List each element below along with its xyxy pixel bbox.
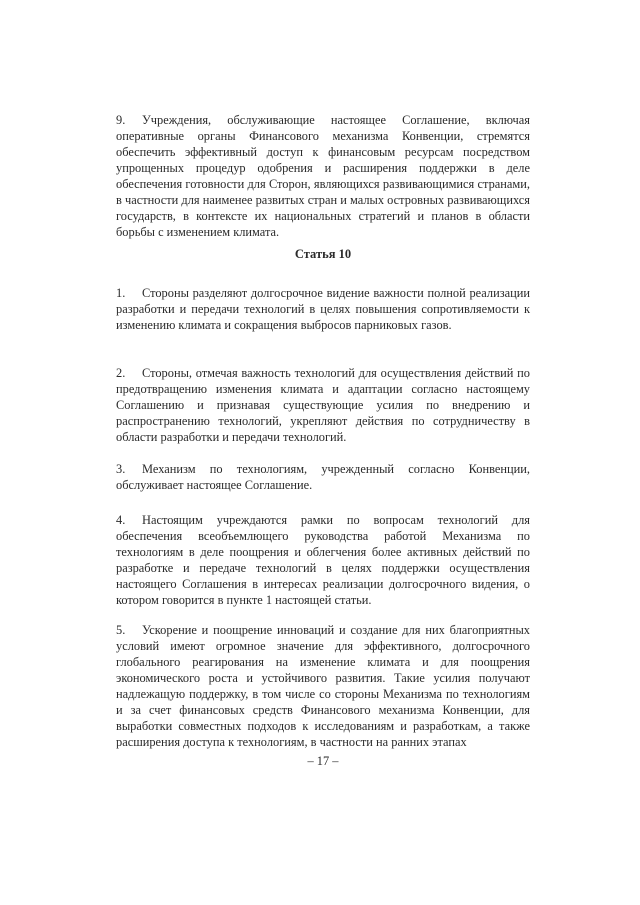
paragraph-number: 5. xyxy=(116,623,126,637)
paragraph-text: Учреждения, обслуживающие настоящее Соглашение, включая оперативные органы Финансового механизма Конвенции, стремятся обеспечить эффективный доступ к финансовым ресурсам посредством упрощенных процедур одобрения и расширения поддержки в деле обеспечения готовности для Сторон, являющихся развивающимися странами, в частности для наименее развитых стран и малых островных развивающихся государств, в контексте их национальных стратегий и планов в области борьбы с изменением климата. xyxy=(116,113,530,239)
page-number: – 17 – xyxy=(307,754,339,768)
paragraph-number: 1. xyxy=(116,286,126,300)
paragraph-text: Ускорение и поощрение инноваций и создание для них благоприятных условий имеют огромное значение для эффективного, долгосрочного глобального реагирования на изменение климата и для поощрения экономического роста и устойчивого развития. Такие усилия получают надлежащую поддержку, в том числе со стороны Механизма по технологиям и за счет финансовых средств Финансового механизма Конвенции, для выработки совместных подходов к исследованиям и разработкам, а также расширения доступа к технологиям, в частности на ранних этапах xyxy=(116,623,530,749)
paragraph-4 xyxy=(116,512,530,608)
paragraph-2 xyxy=(116,365,530,445)
paragraph-number: 4. xyxy=(116,513,126,527)
paragraph-1 xyxy=(116,285,530,333)
paragraph-9 xyxy=(116,112,530,240)
paragraph-5 xyxy=(116,622,530,750)
paragraph-number: 2. xyxy=(116,366,126,380)
paragraph-number: 9. xyxy=(116,113,126,127)
paragraph-text: Стороны разделяют долгосрочное видение важности полной реализации разработки и передачи технологий в целях повышения сопротивляемости к изменению климата и сокращения выбросов парниковых газов. xyxy=(116,286,530,332)
paragraph-text: Настоящим учреждаются рамки по вопросам технологий для обеспечения всеобъемлющего руководства работой Механизма по технологиям в деле поощрения и облегчения более активных действий по разработке и передаче технологий в целях поддержки осуществления настоящего Соглашения в интересах реализации долгосрочного видения, о котором говорится в пункте 1 настоящей статьи. xyxy=(116,513,530,607)
paragraph-3 xyxy=(116,461,530,493)
paragraph-text: Стороны, отмечая важность технологий для осуществления действий по предотвращению изменения климата и адаптации согласно настоящему Соглашению и признавая существующие усилия по внедрению и распространению технологий, укрепляют действия по сотрудничеству в области разработки и передачи технологий. xyxy=(116,366,530,444)
paragraph-text: Механизм по технологиям, учрежденный согласно Конвенции, обслуживает настоящее Соглашение. xyxy=(116,462,530,492)
paragraph-number: 3. xyxy=(116,462,126,476)
article-heading: Статья 10 xyxy=(294,247,352,261)
